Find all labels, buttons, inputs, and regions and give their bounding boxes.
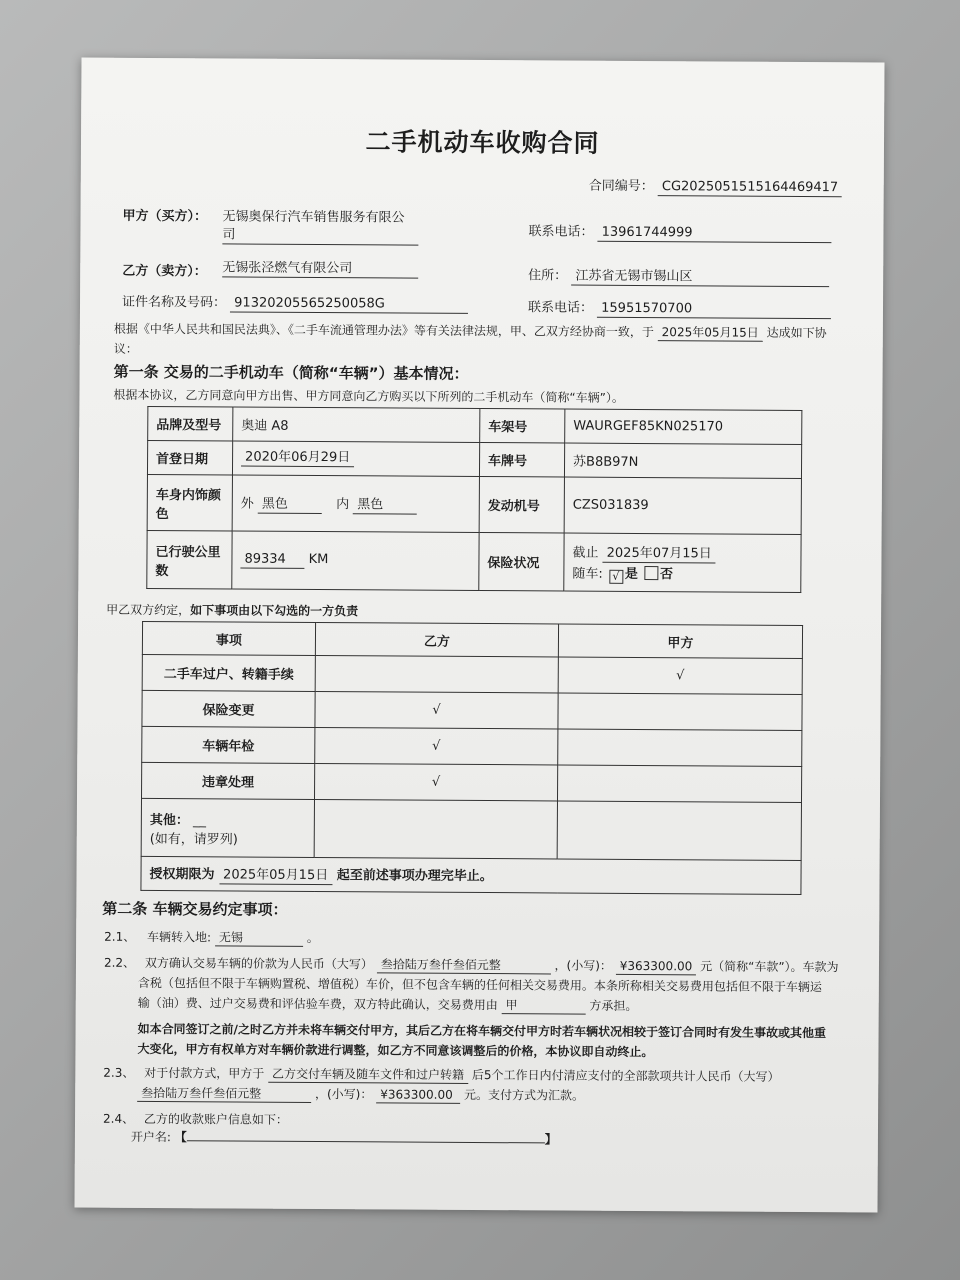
- vehicle-info-table: [146, 406, 802, 593]
- account-holder-value[interactable]: [187, 1140, 545, 1143]
- insurance-until: [572, 541, 792, 563]
- duties-row-item: 保险变更: [142, 690, 315, 727]
- party-b-address-value: 江苏省无锡市锡山区: [571, 269, 829, 288]
- clause-2-1-no: 2.1、: [104, 929, 136, 944]
- duties-row-b: √: [315, 727, 558, 764]
- vehicle-row-4: [147, 530, 801, 592]
- exterior-color: 黑色: [258, 497, 322, 514]
- engine-label: 发动机号: [479, 476, 564, 533]
- duties-other-a: [557, 801, 801, 860]
- clause-2-1-label: 车辆转入地:: [147, 929, 212, 945]
- plate-value: 苏B8B97N: [564, 443, 801, 478]
- clause-2-1-value: 无锡: [215, 930, 303, 947]
- insurance-until-prefix: 截止: [572, 545, 599, 561]
- clause-2-2-bold2: 大变化，甲方有权单方对车辆价款进行调整，如乙方不同意该调整后的价格，本协议即自动终止。: [137, 1041, 654, 1060]
- article1-intro: 根据本协议，乙方同意向甲方出售、甲方同意向乙方购买以下所列的二手机动车（简称“车辆”）。: [113, 387, 624, 405]
- mileage-cell: [232, 531, 479, 591]
- duties-col-a: 甲方: [558, 624, 802, 658]
- clause-2-2-amount-cn: 叁拾陆万叁仟叁佰元整: [377, 957, 551, 974]
- article2-title: 第二条 车辆交易约定事项：: [102, 899, 288, 919]
- account-holder-bracket-left: 【: [174, 1130, 187, 1145]
- clause-2-3-text4: 元。支付方式为汇款。: [464, 1087, 585, 1103]
- contract-number: [589, 175, 843, 198]
- clause-2-2-bold1: 如本合同签订之前/之时乙方并未将车辆交付甲方，其后乙方在将车辆交付甲方时若车辆状况相较于签订合同时有发生事故或其他重: [137, 1021, 827, 1041]
- clause-2-4: [103, 1110, 288, 1128]
- party-b-id-label: 证件名称及号码：: [121, 294, 227, 311]
- duties-header-row: [142, 621, 802, 658]
- clause-2-2-line1: [104, 954, 839, 976]
- auth-tail: 起至前述事项办理完毕止。: [336, 868, 493, 885]
- duties-row-a: [558, 729, 802, 766]
- clause-2-2-line2: 含税（包括但不限于车辆购置税、增值税）车价，但不包含车辆的任何相关交易费用。本条所称相关交易费用包括但不限于车辆运: [137, 975, 822, 995]
- duties-row-a: [558, 693, 802, 730]
- clause-2-2-line3a: 输（油）费、过户交易费和评估验车费，双方特此确认，交易费用由: [137, 995, 498, 1013]
- clause-2-3-no: 2.3、: [103, 1065, 135, 1080]
- clause-2-2-no: 2.2、: [103, 955, 136, 970]
- duties-auth-row: [141, 856, 801, 894]
- engine-value: CZS031839: [564, 477, 801, 534]
- color-label-line1: 车身内饰颜: [155, 487, 221, 503]
- clause-2-3-text2: 后5个工作日内付清应支付的全部款项共计人民币（大写）: [471, 1067, 780, 1084]
- account-holder-bracket-right: 】: [544, 1132, 557, 1147]
- party-a-name-line1: 无锡奥保行汽车销售服务有限公: [222, 209, 405, 226]
- duties-other-row: [141, 798, 801, 860]
- party-a-phone-value: 13961744999: [598, 225, 832, 243]
- auth-label: 授权期限为: [149, 866, 215, 883]
- party-b-address: [528, 264, 829, 287]
- duties-row-a: √: [558, 657, 802, 694]
- reg-date-label: 首登日期: [147, 440, 232, 475]
- clause-2-2-line3b: 方承担。: [589, 998, 638, 1013]
- party-a-phone: [528, 220, 831, 243]
- duties-other-label: 其他：: [149, 812, 189, 828]
- duties-other-line: [150, 808, 306, 828]
- duties-row: [142, 654, 802, 694]
- party-b-label: 乙方（卖方）：: [122, 263, 207, 280]
- duties-intro-plain: 甲乙双方约定，: [106, 602, 191, 618]
- party-b-id-value: 91320205565250058G: [230, 295, 468, 313]
- account-holder-label: 开户名:: [130, 1129, 172, 1145]
- vehicle-row-3: [147, 474, 801, 534]
- with-car-no-checkbox[interactable]: [644, 566, 658, 580]
- party-b-address-label: 住所：: [528, 268, 568, 284]
- duties-other-note: (如有，请罗列): [149, 831, 238, 848]
- party-a-phone-label: 联系电话：: [528, 224, 594, 240]
- duties-table: [140, 621, 803, 895]
- duties-row-b: √: [315, 691, 558, 728]
- clause-2-4-no: 2.4、: [102, 1111, 135, 1126]
- party-a-label: 甲方（买方）：: [122, 208, 208, 225]
- duties-row: [141, 762, 801, 802]
- interior-color: 黑色: [353, 497, 417, 514]
- duties-auth-cell: [141, 856, 801, 894]
- duties-col-b: 乙方: [315, 622, 558, 656]
- vin-label: 车架号: [480, 408, 565, 443]
- mileage-label: [147, 530, 232, 589]
- exterior-prefix: 外: [240, 496, 254, 512]
- party-b-name-wrap: [222, 260, 418, 278]
- clause-2-2-text3: 元（简称“车款”）。车款为: [700, 959, 839, 975]
- vehicle-row-2: [147, 440, 801, 478]
- vehicle-row-1: [148, 406, 802, 444]
- duties-row-b: [315, 655, 558, 692]
- mileage-unit: KM: [308, 551, 329, 568]
- duties-row: [142, 690, 802, 730]
- party-b-phone-label: 联系电话：: [527, 300, 594, 316]
- mileage-label-line2: 数: [155, 563, 169, 579]
- contract-number-label: 合同编号：: [588, 178, 654, 195]
- clause-2-1-tail: 。: [306, 930, 319, 946]
- clause-2-3-text3: ，(小写)：: [314, 1087, 373, 1102]
- clause-2-1: [104, 928, 319, 947]
- plate-label: 车牌号: [479, 442, 564, 477]
- party-a-name: [222, 205, 418, 245]
- clause-2-2-amount: ¥363300.00: [616, 959, 697, 975]
- reg-date-value: 2020年06月29日: [241, 450, 354, 468]
- duties-row: [142, 726, 802, 766]
- color-label-line2: 色: [155, 506, 169, 522]
- insurance-until-date: 2025年07月15日: [603, 545, 716, 563]
- clause-2-2-line3: [138, 994, 638, 1015]
- duties-row-item: 车辆年检: [142, 726, 315, 763]
- preamble-date: 2025年05月15日: [658, 324, 763, 342]
- article1-title: 第一条 交易的二手机动车（简称“车辆”）基本情况：: [113, 362, 469, 383]
- duties-row-a: [557, 765, 801, 802]
- insurance-cell: [564, 533, 801, 592]
- with-car-label: 随车:: [572, 566, 603, 582]
- clause-2-3-line2: [137, 1084, 584, 1105]
- duties-other-blank: __: [192, 812, 207, 828]
- clause-2-3-cond: 乙方交付车辆及随车文件和过户转籍: [268, 1067, 468, 1084]
- clause-2-3-text1: 对于付款方式，甲方于: [144, 1065, 265, 1081]
- preamble-tail: 达成如下协: [766, 325, 827, 341]
- mileage-value: 89334: [240, 552, 304, 569]
- clause-2-3-amount: ¥363300.00: [376, 1087, 460, 1104]
- contract-number-value: CG20250515151644694​17: [658, 179, 842, 197]
- duties-col-item: 事项: [142, 621, 315, 655]
- preamble-text: 根据《中华人民共和国民法典》、《二手车流通管理办法》等有关法律法规，甲、乙双方经协商一致，于: [113, 321, 654, 340]
- reg-date-cell: [232, 441, 479, 477]
- with-car-yes-checkbox[interactable]: √: [609, 569, 623, 583]
- vin-value: WAURGEF85KN025170: [565, 409, 802, 444]
- with-car-yes-label: 是: [624, 566, 638, 582]
- document-title: 二手机动车收购合同: [365, 127, 600, 158]
- mileage-label-line1: 已行驶公里: [155, 544, 221, 560]
- duties-other-b: [314, 799, 557, 858]
- preamble: [114, 320, 827, 342]
- auth-date: 2025年05月15日: [219, 867, 332, 885]
- color-label: [147, 474, 232, 531]
- clause-2-4-text: 乙方的收款账户信息如下：: [143, 1111, 289, 1127]
- duties-intro-bold: 如下事项由以下勾选的一方负责: [190, 603, 359, 619]
- with-car-no-label: 否: [660, 566, 674, 582]
- party-b-phone: [528, 296, 831, 319]
- insurance-label: 保险状况: [479, 532, 564, 591]
- with-car: [572, 562, 792, 584]
- party-a-name-line2: 司: [222, 227, 418, 245]
- brand-label: 品牌及型号: [148, 406, 233, 441]
- duties-other-cell: [141, 798, 314, 857]
- clause-2-3-amount-cn: 叁拾陆万叁仟叁佰元整: [137, 1086, 311, 1103]
- party-b-id: [122, 291, 468, 314]
- contract-paper: [74, 58, 884, 1213]
- duties-row-item: 二手车过户、转籍手续: [142, 654, 315, 691]
- duties-row-item: 违章处理: [141, 762, 314, 799]
- preamble-tail2: 议：: [113, 341, 138, 356]
- clause-2-2-text2: ，(小写)：: [554, 958, 612, 973]
- clause-2-2-text1: 双方确认交易车辆的价款为人民币（大写）: [144, 955, 373, 972]
- account-holder: [131, 1128, 557, 1148]
- interior-prefix: 内: [336, 497, 350, 513]
- clause-2-2-payer: 甲: [502, 998, 586, 1015]
- brand-value: 奥迪 A8: [233, 407, 480, 443]
- color-values: [232, 475, 479, 533]
- duties-intro: [106, 601, 358, 620]
- clause-2-3-line1: [103, 1064, 779, 1086]
- party-b-name: 无锡张泾燃气有限公司: [222, 260, 418, 278]
- party-b-phone-value: 15951570700: [597, 301, 831, 319]
- duties-row-b: √: [314, 763, 557, 800]
